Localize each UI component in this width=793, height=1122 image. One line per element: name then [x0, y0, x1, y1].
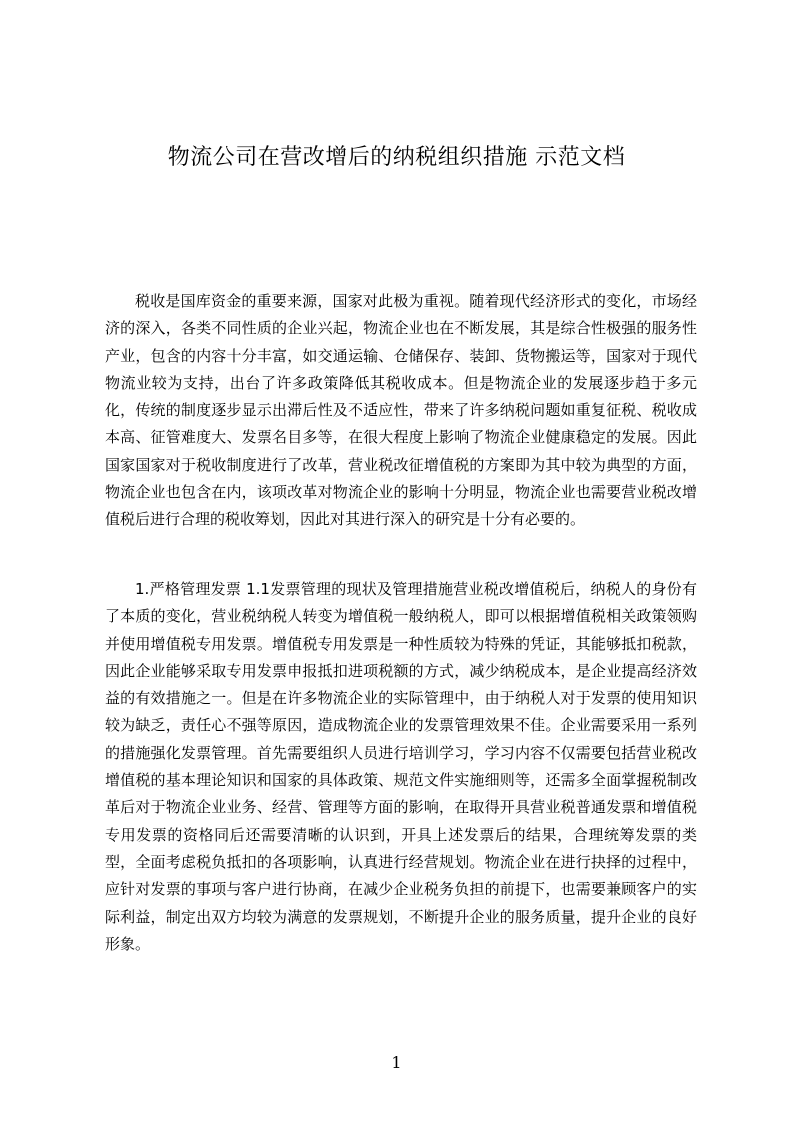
- paragraph-invoice-management: 1.严格管理发票 1.1发票管理的现状及管理措施营业税改增值税后，纳税人的身份有了本质的变化，营业税纳税人转变为增值税一般纳税人，即可以根据增值税相关政策领购并使用增值税专用发票。增值税专用发票是一种性质较为特殊的凭证，其能够抵扣税款，因此企业能够采取专用发票申报抵扣进项税额的方式，减少纳税成本，是企业提高经济效益的有效措施之一。但是在许多物流企业的实际管理中，由于纳税人对于发票的使用知识较为缺乏，责任心不强等原因，造成物流企业的发票管理效果不佳。企业需要采用一系列的措施强化发票管理。首先需要组织人员进行培训学习，学习内容不仅需要包括营业税改增值税的基本理论知识和国家的具体政策、规范文件实施细则等，还需多全面掌握税制改革后对于物流企业业务、经营、管理等方面的影响，在取得开具营业税普通发票和增值税专用发票的资格同后还需要清晰的认识到，开具上述发票后的结果，合理统筹发票的类型，全面考虑税负抵扣的各项影响，认真进行经营规划。物流企业在进行抉择的过程中，应针对发票的事项与客户进行协商，在减少企业税务负担的前提下，也需要兼顾客户的实际利益，制定出双方均较为满意的发票规划，不断提升企业的服务质量，提升企业的良好形象。: [105, 580, 697, 953]
- page-title: 物流公司在营改增后的纳税组织措施 示范文档: [167, 145, 626, 170]
- paragraph-introduction: 税收是国库资金的重要来源，国家对此极为重视。随着现代经济形式的变化，市场经济的深入，各类不同性质的企业兴起，物流企业也在不断发展，其是综合性极强的服务性产业，包含的内容十分丰富，如交通运输、仓储保存、装卸、货物搬运等，国家对于现代物流业较为支持，出台了许多政策降低其税收成本。但是物流企业的发展逐步趋于多元化，传统的制度逐步显示出滞后性及不适应性，带来了许多纳税问题如重复征税、税收成本高、征管难度大、发票名目多等，在很大程度上影响了物流企业健康稳定的发展。因此国家国家对于税收制度进行了改革，营业税改征增值税的方案即为其中较为典型的方面，物流企业也包含在内，该项改革对物流企业的影响十分明显，物流企业也需要营业税改增值税后进行合理的税收筹划，因此对其进行深入的研究是十分有必要的。: [105, 292, 697, 529]
- page-number: 1: [391, 1053, 402, 1072]
